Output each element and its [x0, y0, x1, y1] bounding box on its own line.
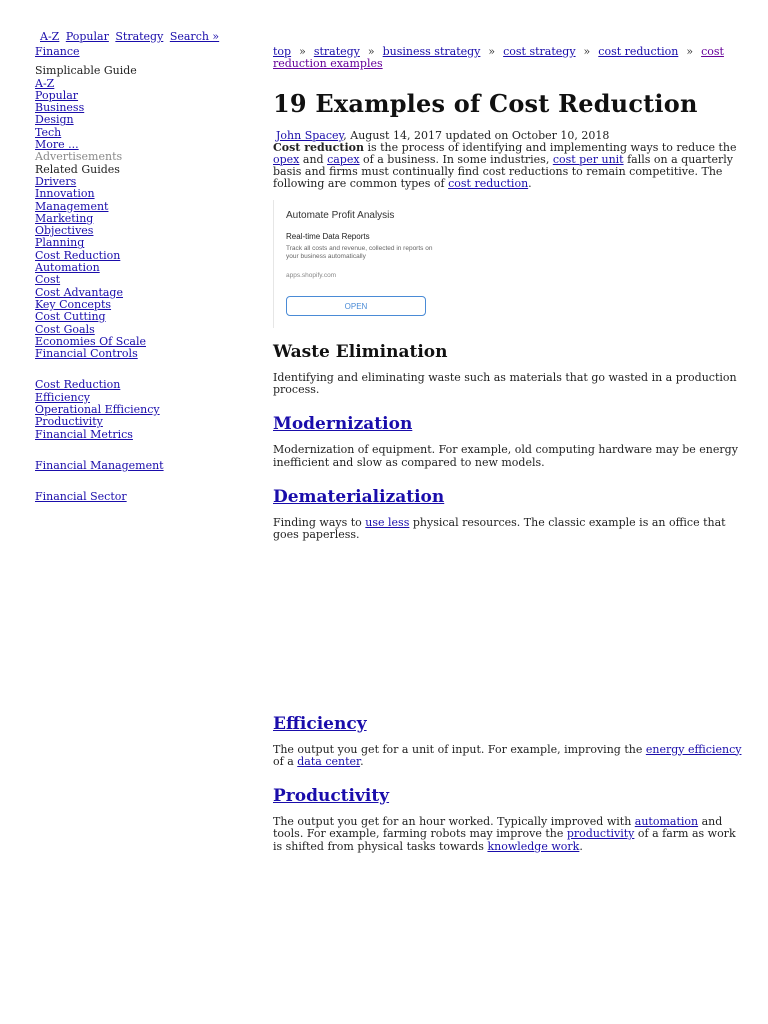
cost-reduction-link[interactable]: cost reduction — [448, 177, 529, 191]
author-link[interactable]: John Spacey — [276, 128, 344, 142]
spacer — [35, 472, 235, 491]
intro-text: and — [299, 152, 328, 166]
capex-link[interactable]: capex — [327, 152, 360, 166]
sidebar-guide-business[interactable]: Business — [35, 101, 85, 115]
sidebar-guide-tech[interactable]: Tech — [35, 125, 62, 139]
intro-text: falls on a quarterly basis and firms must continually find cost reductions to remain competitive. The following are common types of — [273, 152, 734, 191]
ad-title: Automate Profit Analysis — [286, 209, 395, 221]
section-heading — [273, 487, 743, 507]
related-guide-link[interactable]: Cost Goals — [35, 322, 95, 336]
nav-search-link[interactable]: Search » — [169, 30, 220, 43]
breadcrumb-strategy[interactable]: strategy — [313, 45, 360, 58]
sidebar-guide-popular[interactable]: Popular — [35, 88, 79, 102]
related-guide-link[interactable]: Cost Reduction — [35, 248, 121, 262]
page-title: 19 Examples of Cost Reduction — [273, 88, 698, 118]
breadcrumb-cost-reduction[interactable]: cost reduction — [598, 45, 679, 58]
sidebar-related-label: Related Guides — [35, 162, 120, 176]
related-guide-link[interactable]: Management — [35, 199, 109, 213]
related-guide-link[interactable]: Planning — [35, 236, 85, 250]
intro-text: . — [528, 177, 532, 191]
breadcrumb — [273, 46, 743, 71]
data-center-link[interactable]: data center — [297, 754, 361, 768]
text: Finding ways to — [273, 515, 366, 529]
productivity-heading-link[interactable]: Productivity — [273, 786, 390, 807]
intro-paragraph — [273, 142, 743, 191]
section-waste-elimination — [273, 342, 743, 397]
breadcrumb-separator: » — [686, 45, 694, 58]
sidebar-guide-design[interactable]: Design — [35, 113, 74, 127]
efficiency-heading-link[interactable]: Efficiency — [273, 713, 367, 734]
sidebar-group-link[interactable]: Productivity — [35, 415, 103, 429]
section-text: Identifying and eliminating waste such as materials that go wasted in a production process. — [273, 370, 737, 397]
ad-border — [273, 200, 274, 328]
breadcrumb-separator: » — [299, 45, 306, 58]
use-less-link[interactable]: use less — [365, 515, 410, 529]
top-nav — [40, 30, 222, 43]
cost-per-unit-link[interactable]: cost per unit — [552, 152, 624, 166]
opex-link[interactable]: opex — [273, 152, 300, 166]
text: of a farm as work is shifted from physical tasks towards — [273, 827, 736, 853]
related-guide-link[interactable]: Drivers — [35, 174, 77, 188]
section-text — [273, 517, 743, 542]
date-text: , August 14, 2017 updated on October 10, 2018 — [343, 128, 610, 142]
text: . — [360, 754, 364, 768]
sidebar-financial-sector-link[interactable]: Financial Sector — [35, 490, 127, 504]
intro-text: is the process of identifying and implementing ways to reduce the — [363, 140, 737, 154]
breadcrumb-separator: » — [488, 45, 496, 58]
ad-url: apps.shopify.com — [286, 271, 337, 279]
spacer — [35, 360, 235, 379]
sidebar-guide-az[interactable]: A-Z — [35, 76, 55, 90]
text: The output you get for a unit of input. For example, improving the — [273, 742, 646, 756]
section-heading — [273, 414, 743, 434]
section-efficiency — [273, 714, 743, 769]
section-heading — [273, 714, 743, 734]
text: of a — [273, 754, 298, 768]
related-guide-link[interactable]: Economies Of Scale — [35, 334, 146, 348]
ad-description: Track all costs and revenue, collected in reports on your business automatically — [286, 244, 433, 260]
section-heading: Waste Elimination — [273, 341, 448, 362]
nav-strategy-link[interactable]: Strategy — [115, 30, 164, 43]
dematerialization-heading-link[interactable]: Dematerialization — [273, 486, 445, 507]
breadcrumb-top[interactable]: top — [273, 45, 292, 58]
sidebar-group-link[interactable]: Operational Efficiency — [35, 403, 160, 417]
section-text: Modernization of equipment. For example, old computing hardware may be energy inefficient and slow as compared to new models. — [273, 443, 738, 469]
sidebar-financial-management-link[interactable]: Financial Management — [35, 458, 164, 472]
breadcrumb-cost-reduction-examples[interactable]: cost reduction examples — [273, 45, 724, 71]
sidebar-group-link[interactable]: Cost Reduction — [35, 378, 121, 392]
text: The output you get for an hour worked. Typically improved with — [273, 815, 635, 829]
section-text — [273, 744, 743, 769]
section-text — [273, 816, 743, 853]
spacer — [35, 441, 235, 460]
related-guide-link[interactable]: Innovation — [35, 187, 95, 201]
related-guide-link[interactable]: Key Concepts — [35, 297, 112, 311]
sidebar-group-link[interactable]: Efficiency — [35, 390, 91, 404]
related-guide-link[interactable]: Financial Controls — [35, 347, 138, 361]
intro-text: of a business. In some industries, — [359, 152, 553, 166]
related-guides-list — [35, 176, 235, 360]
sidebar-ads-label: Advertisements — [35, 150, 123, 164]
productivity-link[interactable]: productivity — [566, 827, 635, 841]
sidebar-guide-label: Simplicable Guide — [35, 64, 137, 78]
breadcrumb-business-strategy[interactable]: business strategy — [382, 45, 481, 58]
knowledge-work-link[interactable]: knowledge work — [487, 839, 580, 853]
related-guide-link[interactable]: Cost Advantage — [35, 285, 123, 299]
ad-open-button[interactable]: OPEN — [286, 296, 426, 316]
section-heading — [273, 786, 743, 806]
main-content — [273, 46, 743, 853]
related-guide-link[interactable]: Marketing — [35, 211, 94, 225]
breadcrumb-separator: » — [583, 45, 591, 58]
sidebar — [35, 46, 235, 504]
energy-efficiency-link[interactable]: energy efficiency — [645, 742, 742, 756]
related-guide-link[interactable]: Objectives — [35, 224, 94, 238]
section-productivity — [273, 786, 743, 853]
intro-term: Cost reduction — [273, 140, 364, 154]
related-guide-link[interactable]: Cost — [35, 273, 61, 287]
modernization-heading-link[interactable]: Modernization — [273, 414, 413, 435]
section-modernization — [273, 414, 743, 469]
advertisement[interactable] — [273, 200, 433, 328]
text: physical resources. The classic example is an office that goes paperless. — [273, 515, 726, 542]
ad-headline: Real-time Data Reports — [286, 231, 370, 241]
related-guide-link[interactable]: Automation — [35, 261, 100, 275]
nav-az-link[interactable]: A-Z — [40, 30, 60, 43]
text: and tools. For example, farming robots may improve the — [273, 815, 723, 841]
automation-link[interactable]: automation — [634, 815, 699, 829]
sidebar-finance-link[interactable]: Finance — [35, 45, 80, 58]
breadcrumb-separator: » — [367, 45, 375, 58]
breadcrumb-cost-strategy[interactable]: cost strategy — [503, 45, 576, 58]
related-guide-link[interactable]: Cost Cutting — [35, 310, 106, 324]
nav-popular-link[interactable]: Popular — [65, 30, 109, 43]
sidebar-group-2 — [35, 379, 235, 440]
section-dematerialization — [273, 487, 743, 542]
sidebar-group-link[interactable]: Financial Metrics — [35, 427, 133, 441]
text: . — [579, 839, 583, 853]
sidebar-guide-more[interactable]: More ... — [35, 138, 79, 152]
